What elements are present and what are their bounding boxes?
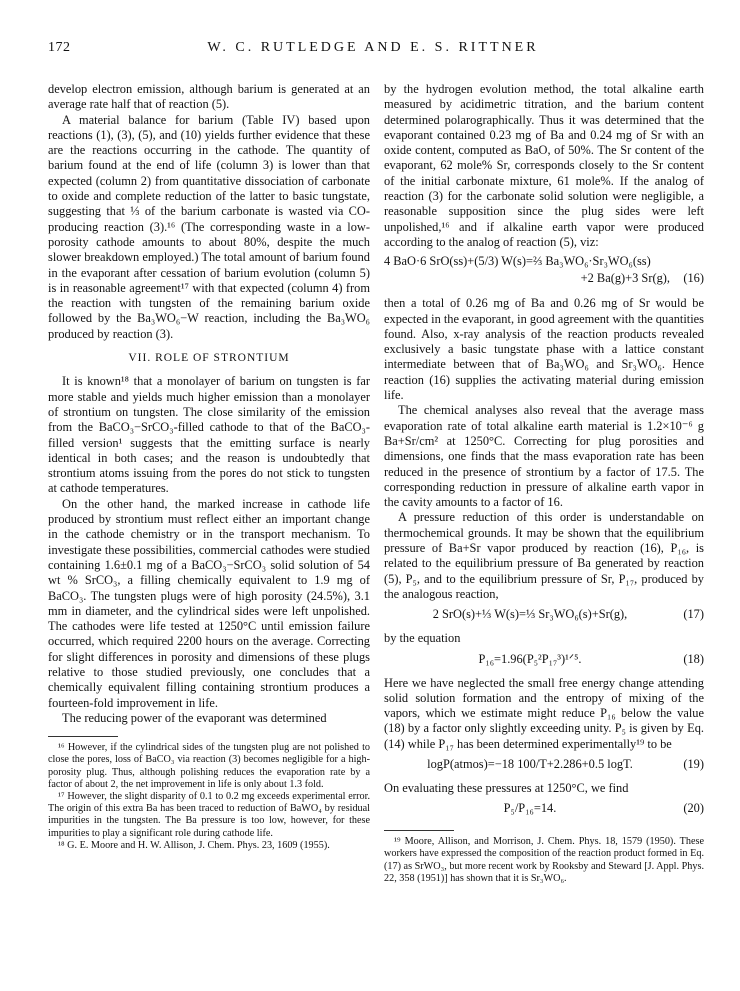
paragraph: A pressure reduction of this order is understandable on thermochemical grounds. It may be shown that the equilibrium pressure of Ba+Sr vapor produced by reaction (16), P₁₆, is related to the equilibrium pressure of Ba generated by reaction (5), P₅, and to the equilibrium pressure of Sr, P₁₇, produced by the analogous reaction,	[384, 510, 704, 601]
page-number: 172	[48, 40, 71, 55]
paragraph: It is known¹⁸ that a monolayer of barium on tungsten is far more stable and yields much higher emission than a monolayer of strontium on tungsten. The close similarity of the emission from the BaCO₃−SrCO₃-filled cathode to that of the BaCO₃-filled version¹ suggests that the emitting surface is nearly identical in both cases; and the reason is undoubtedly that strontium atoms issuing from the pores do not stick to tungsten at cathode temperatures.	[48, 374, 370, 496]
equation-number: (16)	[683, 271, 704, 286]
right-column	[384, 82, 704, 885]
footnote-16: ¹⁶ However, if the cylindrical sides of the tungsten plug are not polished to close the pores, loss of BaCO₃ via reaction (3) becomes negligible for a high-porosity plug. Thus, although polishing reduces the evaporation rate by a factor of about 2, the net improvement in life is only about 1.3 fold.	[48, 742, 370, 790]
footnotes	[48, 742, 370, 852]
equation-number: (18)	[683, 651, 704, 666]
equation-number: (17)	[683, 607, 704, 622]
equation-16	[384, 254, 704, 288]
running-title: W. C. RUTLEDGE AND E. S. RITTNER	[207, 40, 539, 55]
left-column	[48, 82, 370, 852]
footnote-rule	[384, 830, 454, 831]
footnote-18: ¹⁸ G. E. Moore and H. W. Allison, J. Chem. Phys. 23, 1609 (1955).	[58, 839, 330, 851]
section-heading: VII. ROLE OF STRONTIUM	[128, 352, 290, 365]
equation-18-body: P₁₆=1.96(P₅²P₁₇³)¹ᐟ⁵.	[478, 651, 582, 666]
equation-16-line-1: 4 BaO·6 SrO(ss)+(5/3) W(s)=⅔ Ba₃WO₆·Sr₃WO₆(ss)	[384, 254, 651, 269]
equation-16-line-2: +2 Ba(g)+3 Sr(g),	[580, 271, 670, 286]
paragraph: then a total of 0.26 mg of Ba and 0.26 mg of Sr would be expected in the evaporant, in good agreement with the quantities found. Also, x-ray analysis of the reaction products revealed exclusively a basic tungstate phase with a lattice constant intermediate between that of Ba₃WO₆ and Sr₃WO₆. Hence reaction (16) supplies the activating material during emission life.	[384, 296, 704, 403]
paragraph: On the other hand, the marked increase in cathode life produced by strontium must reflect either an important change in the cathode chemistry or in the transport mechanism. To investigate these possibilities, commercial cathodes were studied containing 1.6±0.1 mg of a BaCO₃−SrCO₃ solid solution of 54 wt % SrCO₃, a filling chemically equivalent to 1.9 mg of BaCO₃. The tungsten plugs were of high porosity (24.5%), 3.1 mm in diameter, and the cylindrical sides were left unpolished. The cathodes were life tested at 1250°C until emission failure occurred, which required 2200 hours on the average. Correcting for slight differences in porosity and dimensions of these plugs relative to those studied previously, one concludes that a chemically equivalent filling containing strontium produces a fourteen-fold improvement in life.	[48, 496, 370, 710]
equation-19-body: logP(atmos)=−18 100/T+2.286+0.5 logT.	[427, 756, 633, 771]
footnotes	[384, 836, 704, 885]
paragraph: The chemical analyses also reveal that the average mass evaporation rate of total alkaline earth material is 1.2×10⁻⁶ g Ba+Sr/cm² at 1250°C. Correcting for plug porosities and dimensions, one finds that the mass evaporation rate has been reduced in the presence of strontium by a factor of 17.5. The corresponding reduction in pressure of alkaline earth vapor in the cavity amounts to a factor of 16.	[384, 403, 704, 510]
paragraph: develop electron emission, although barium is generated at an average rate half that of reaction (5).	[48, 82, 370, 112]
equation-20-body: P₅/P₁₆=14.	[503, 801, 557, 816]
equation-19	[384, 757, 704, 776]
paragraph: by the hydrogen evolution method, the total alkaline earth measured by acidimetric titration, and the barium content determined polarographically. Thus it was determined that the evaporant contained 0.23 mg of Ba and 0.24 mg of Sr with an oxide content, computed as BaO, of 50%. The Sr content of the evaporant, 62 mole% Sr, corresponds closely to the Sr content of the initial carbonate mixture, 61 mole%. If the analog of reaction (3) for the carbonate solid solution were negligible, a reasonable supposition since the plug sides were left unpolished,¹⁶ and if alkaline earth vapor were produced according to the analog of reaction (5), viz:	[384, 82, 704, 249]
footnote-rule	[48, 736, 118, 737]
paragraph: The reducing power of the evaporant was determined	[62, 710, 327, 725]
equation-number: (19)	[683, 756, 704, 771]
paragraph: by the equation	[384, 631, 461, 646]
footnote-19: ¹⁹ Moore, Allison, and Morrison, J. Chem. Phys. 18, 1579 (1950). These workers have expressed the composition of the reaction product formed in Eq. (17) as SrWO₃, but more recent work by Rooksby and Steward [J. Appl. Phys. 22, 358 (1951)] has shown that it is Sr₃WO₆.	[384, 836, 704, 884]
footnote-17: ¹⁷ However, the slight disparity of 0.1 to 0.2 mg exceeds experimental error. The origin of this extra Ba has been traced to reduction of BaWO₄ by residual impurities in the tungsten. The Ba pressure is too low, however, for these impurities to play a significant role during cathode life.	[48, 790, 370, 839]
equation-number: (20)	[683, 801, 704, 816]
equation-17	[384, 607, 704, 626]
page-header	[48, 40, 698, 60]
paragraph: Here we have neglected the small free energy change attending solid solution formation and the entropy of mixing of the vapors, which we estimate might reduce P₁₆ below the value (18) by a factor only slightly exceeding unity. P₅ is given by Eq. (14) while P₁₇ has been determined experimentally¹⁹ to be	[384, 675, 704, 751]
equation-20	[384, 801, 704, 820]
paragraph: A material balance for barium (Table IV) based upon reactions (1), (3), (5), and (10) yields further evidence that these are the reactions occurring in the cathode. The quantity of barium found at the end of life (column 3) is lower than that expected (column 2) from quantitative dissociation of carbonate to oxide and complete reduction of the latter to basic tungstate, suggesting that ⅓ of the barium carbonate is wasted via CO-producing reaction (3).¹⁶ (The corresponding waste in a low-porosity cathode amounts to about 80%, despite the much slower breakdown employed.) The total amount of barium found in the evaporant after cessation of barium evolution (column 5) is in reasonable agreement¹⁷ with that expected (column 4) from the reaction with tungsten of the remaining barium oxide followed by the Ba₃WO₆−W reaction, including the Ba₃WO₆ produced by reaction (3).	[48, 112, 370, 341]
equation-18	[384, 652, 704, 671]
paragraph: On evaluating these pressures at 1250°C, we find	[384, 780, 629, 795]
equation-17-body: 2 SrO(s)+⅓ W(s)=⅓ Sr₃WO₆(s)+Sr(g),	[432, 607, 628, 622]
